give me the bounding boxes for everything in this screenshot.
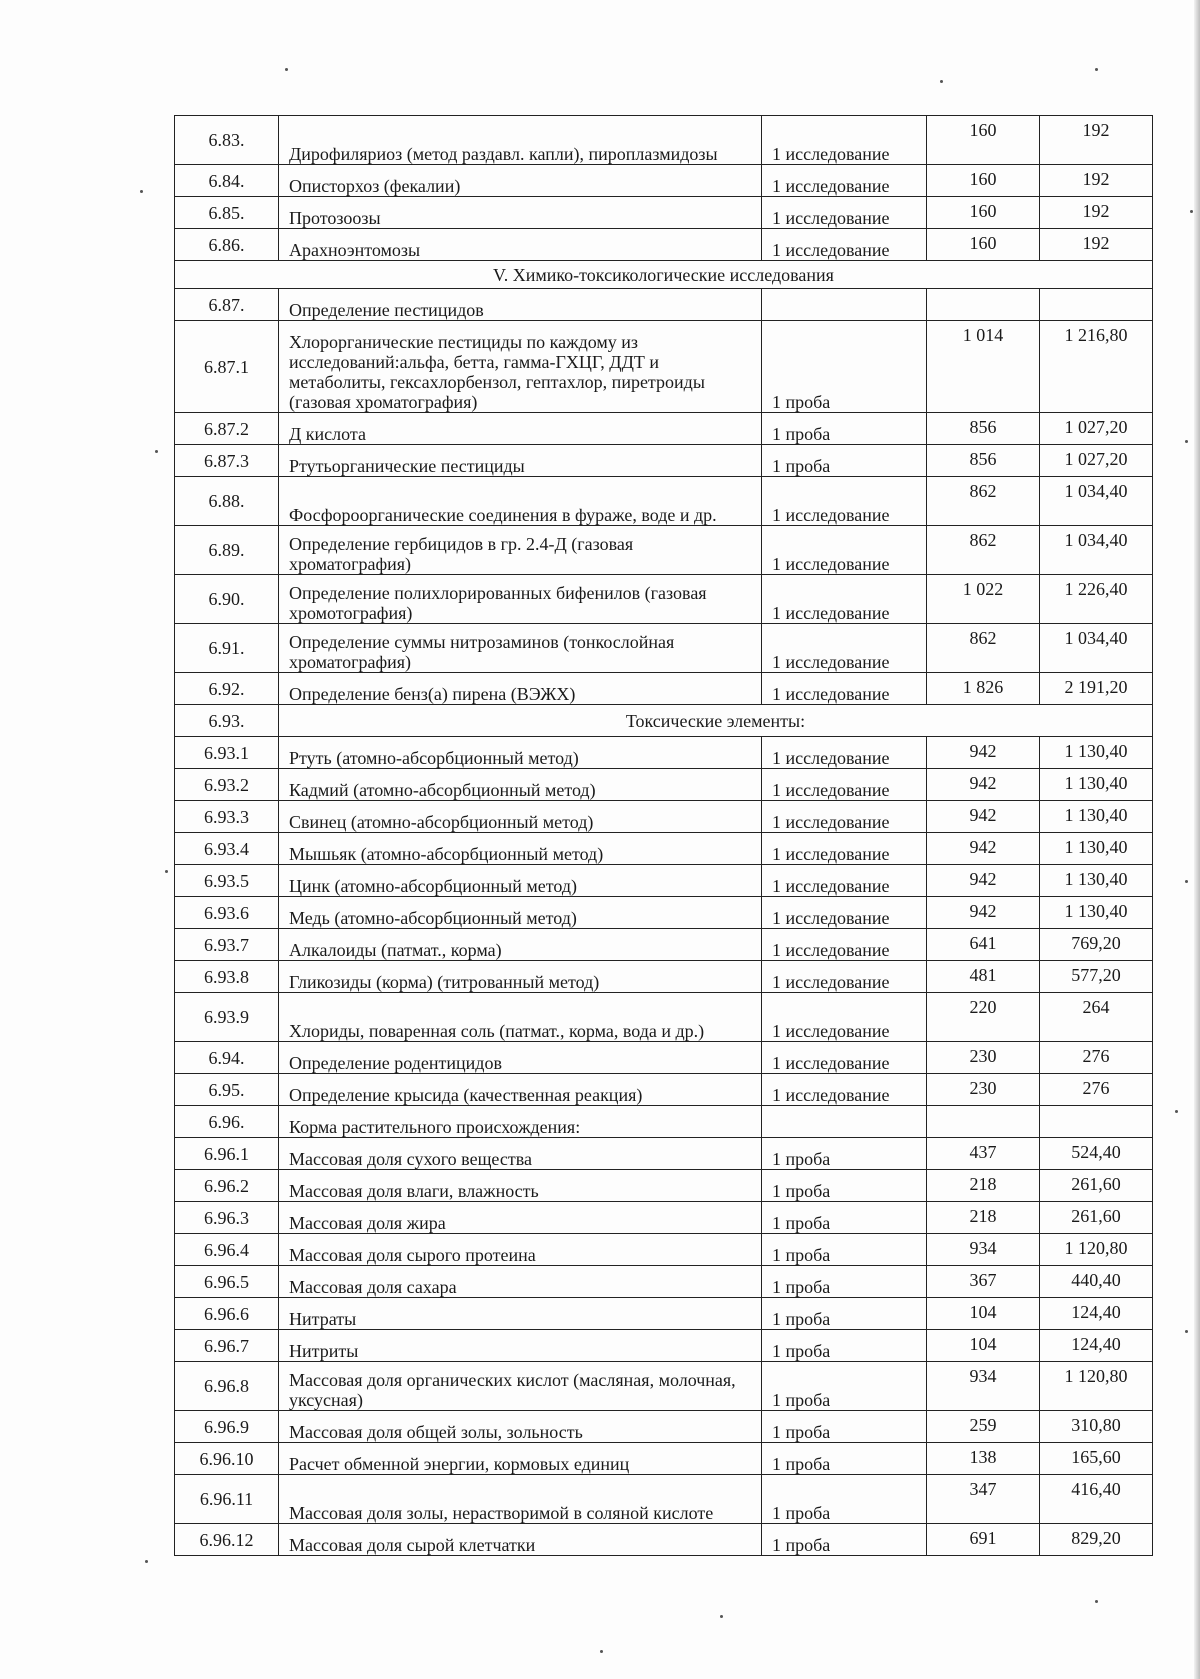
scan-speck (600, 1650, 603, 1653)
item-code: 6.90. (175, 575, 279, 624)
table-row (175, 1475, 1153, 1524)
price-with-vat: 124,40 (1040, 1298, 1153, 1330)
service-name: Хлориды, поваренная соль (патмат., корма, вода и др.) (279, 993, 762, 1042)
service-name: Массовая доля органических кислот (масляная, молочная, уксусная) (279, 1362, 762, 1411)
price-without-vat: 160 (927, 197, 1040, 229)
price-without-vat: 220 (927, 993, 1040, 1042)
service-name: Гликозиды (корма) (титрованный метод) (279, 961, 762, 993)
scan-speck (1095, 1600, 1098, 1603)
item-code: 6.96.4 (175, 1234, 279, 1266)
price-without-vat: 942 (927, 737, 1040, 769)
item-code: 6.96. (175, 1106, 279, 1138)
scan-speck (140, 190, 143, 193)
item-code: 6.94. (175, 1042, 279, 1074)
price-without-vat (927, 289, 1040, 321)
price-with-vat: 261,60 (1040, 1170, 1153, 1202)
service-name: Описторхоз (фекалии) (279, 165, 762, 197)
measure-unit: 1 исследование (762, 197, 927, 229)
measure-unit: 1 проба (762, 1330, 927, 1362)
table-row (175, 624, 1153, 673)
service-name: Медь (атомно-абсорбционный метод) (279, 897, 762, 929)
price-with-vat: 1 130,40 (1040, 897, 1153, 929)
service-name: Свинец (атомно-абсорбционный метод) (279, 801, 762, 833)
table-row (175, 1266, 1153, 1298)
subsection-title: Токсические элементы: (279, 705, 1153, 737)
table-row (175, 575, 1153, 624)
measure-unit: 1 исследование (762, 833, 927, 865)
price-without-vat: 691 (927, 1524, 1040, 1556)
price-without-vat: 856 (927, 445, 1040, 477)
price-without-vat: 104 (927, 1298, 1040, 1330)
item-code: 6.96.1 (175, 1138, 279, 1170)
table-row (175, 1234, 1153, 1266)
table-row (175, 1411, 1153, 1443)
measure-unit: 1 проба (762, 445, 927, 477)
measure-unit: 1 исследование (762, 673, 927, 705)
table-row (175, 1202, 1153, 1234)
price-without-vat: 160 (927, 229, 1040, 261)
service-name: Хлорорганические пестициды по каждому из исследований:альфа, бетта, гамма-ГХЦГ, ДДТ и метаболиты, гексахлорбензол, гептахлор, пиретроиды (газовая хроматография) (279, 321, 762, 413)
service-name: Ртутьорганические пестициды (279, 445, 762, 477)
page-edge-shadow (1194, 0, 1200, 1679)
price-without-vat: 942 (927, 897, 1040, 929)
table-row (175, 1330, 1153, 1362)
price-table-body (175, 116, 1153, 1556)
item-code: 6.93.8 (175, 961, 279, 993)
item-code: 6.95. (175, 1074, 279, 1106)
table-row (175, 865, 1153, 897)
price-without-vat: 160 (927, 116, 1040, 165)
price-with-vat: 1 226,40 (1040, 575, 1153, 624)
price-table (174, 115, 1153, 1556)
table-row (175, 1443, 1153, 1475)
measure-unit: 1 проба (762, 1411, 927, 1443)
table-row (175, 477, 1153, 526)
measure-unit: 1 исследование (762, 229, 927, 261)
measure-unit: 1 исследование (762, 865, 927, 897)
service-name: Массовая доля влаги, влажность (279, 1170, 762, 1202)
price-without-vat: 259 (927, 1411, 1040, 1443)
service-name: Д кислота (279, 413, 762, 445)
measure-unit: 1 исследование (762, 165, 927, 197)
price-without-vat: 942 (927, 865, 1040, 897)
section-header-row (175, 261, 1153, 289)
item-code: 6.96.8 (175, 1362, 279, 1411)
service-name: Ртуть (атомно-абсорбционный метод) (279, 737, 762, 769)
table-row (175, 1106, 1153, 1138)
table-row (175, 321, 1153, 413)
scan-speck (940, 80, 943, 83)
service-name: Корма растительного происхождения: (279, 1106, 762, 1138)
price-without-vat: 942 (927, 801, 1040, 833)
price-with-vat: 1 120,80 (1040, 1362, 1153, 1411)
price-with-vat: 1 130,40 (1040, 865, 1153, 897)
price-with-vat: 124,40 (1040, 1330, 1153, 1362)
price-without-vat: 934 (927, 1362, 1040, 1411)
table-row (175, 1138, 1153, 1170)
table-row (175, 165, 1153, 197)
service-name: Массовая доля общей золы, зольность (279, 1411, 762, 1443)
scan-speck (145, 1560, 148, 1563)
table-row (175, 673, 1153, 705)
price-without-vat (927, 1106, 1040, 1138)
price-with-vat: 416,40 (1040, 1475, 1153, 1524)
price-with-vat: 2 191,20 (1040, 673, 1153, 705)
scan-speck (155, 450, 158, 453)
service-name: Определение полихлорированных бифенилов (газовая хромотография) (279, 575, 762, 624)
item-code: 6.96.6 (175, 1298, 279, 1330)
table-row (175, 1074, 1153, 1106)
measure-unit: 1 проба (762, 1170, 927, 1202)
price-without-vat: 138 (927, 1443, 1040, 1475)
price-without-vat: 862 (927, 477, 1040, 526)
measure-unit: 1 исследование (762, 929, 927, 961)
item-code: 6.93.6 (175, 897, 279, 929)
price-with-vat: 192 (1040, 197, 1153, 229)
measure-unit: 1 исследование (762, 801, 927, 833)
table-row (175, 769, 1153, 801)
price-with-vat: 1 034,40 (1040, 526, 1153, 575)
service-name: Мышьяк (атомно-абсорбционный метод) (279, 833, 762, 865)
price-with-vat: 1 130,40 (1040, 801, 1153, 833)
measure-unit: 1 исследование (762, 477, 927, 526)
measure-unit: 1 исследование (762, 737, 927, 769)
table-row (175, 1170, 1153, 1202)
table-row (175, 229, 1153, 261)
item-code: 6.96.11 (175, 1475, 279, 1524)
item-code: 6.84. (175, 165, 279, 197)
measure-unit (762, 289, 927, 321)
scan-speck (1185, 880, 1188, 883)
price-with-vat: 1 027,20 (1040, 413, 1153, 445)
measure-unit: 1 проба (762, 1524, 927, 1556)
subsection-header-row (175, 705, 1153, 737)
service-name: Определение родентицидов (279, 1042, 762, 1074)
measure-unit: 1 проба (762, 1266, 927, 1298)
item-code: 6.87.3 (175, 445, 279, 477)
price-with-vat: 577,20 (1040, 961, 1153, 993)
service-name: Дирофиляриоз (метод раздавл. капли), пироплазмидозы (279, 116, 762, 165)
item-code: 6.93.2 (175, 769, 279, 801)
item-code: 6.93.1 (175, 737, 279, 769)
scan-speck (1175, 1110, 1178, 1113)
item-code: 6.91. (175, 624, 279, 673)
price-without-vat: 1 022 (927, 575, 1040, 624)
scan-speck (1185, 440, 1188, 443)
price-with-vat: 276 (1040, 1074, 1153, 1106)
table-row (175, 116, 1153, 165)
item-code: 6.88. (175, 477, 279, 526)
item-code: 6.93.7 (175, 929, 279, 961)
table-row (175, 289, 1153, 321)
price-without-vat: 230 (927, 1042, 1040, 1074)
price-with-vat: 1 130,40 (1040, 833, 1153, 865)
item-code: 6.92. (175, 673, 279, 705)
service-name: Протозоозы (279, 197, 762, 229)
service-name: Нитраты (279, 1298, 762, 1330)
measure-unit: 1 проба (762, 1298, 927, 1330)
scan-speck (165, 870, 168, 873)
measure-unit: 1 исследование (762, 1042, 927, 1074)
table-row (175, 833, 1153, 865)
table-row (175, 526, 1153, 575)
measure-unit (762, 1106, 927, 1138)
item-code: 6.87.2 (175, 413, 279, 445)
scan-speck (1190, 210, 1193, 213)
scan-speck (720, 1615, 723, 1618)
item-code: 6.96.12 (175, 1524, 279, 1556)
service-name: Массовая доля сырой клетчатки (279, 1524, 762, 1556)
price-with-vat: 440,40 (1040, 1266, 1153, 1298)
service-name: Определение крысида (качественная реакция) (279, 1074, 762, 1106)
price-without-vat: 481 (927, 961, 1040, 993)
service-name: Фосфороорганические соединения в фураже, воде и др. (279, 477, 762, 526)
service-name: Цинк (атомно-абсорбционный метод) (279, 865, 762, 897)
price-without-vat: 437 (927, 1138, 1040, 1170)
table-row (175, 1362, 1153, 1411)
item-code: 6.86. (175, 229, 279, 261)
measure-unit: 1 исследование (762, 769, 927, 801)
item-code: 6.96.5 (175, 1266, 279, 1298)
item-code: 6.96.10 (175, 1443, 279, 1475)
service-name: Массовая доля сахара (279, 1266, 762, 1298)
price-with-vat: 192 (1040, 116, 1153, 165)
measure-unit: 1 исследование (762, 526, 927, 575)
price-with-vat: 1 130,40 (1040, 769, 1153, 801)
price-without-vat: 347 (927, 1475, 1040, 1524)
measure-unit: 1 исследование (762, 961, 927, 993)
price-with-vat: 276 (1040, 1042, 1153, 1074)
service-name: Массовая доля сырого протеина (279, 1234, 762, 1266)
price-without-vat: 862 (927, 526, 1040, 575)
item-code: 6.83. (175, 116, 279, 165)
service-name: Нитриты (279, 1330, 762, 1362)
item-code: 6.93.4 (175, 833, 279, 865)
service-name: Арахноэнтомозы (279, 229, 762, 261)
price-with-vat: 261,60 (1040, 1202, 1153, 1234)
price-with-vat: 1 027,20 (1040, 445, 1153, 477)
measure-unit: 1 проба (762, 1138, 927, 1170)
service-name: Определение гербицидов в гр. 2.4-Д (газовая хроматография) (279, 526, 762, 575)
price-with-vat: 524,40 (1040, 1138, 1153, 1170)
price-with-vat: 192 (1040, 165, 1153, 197)
item-code: 6.87.1 (175, 321, 279, 413)
price-without-vat: 934 (927, 1234, 1040, 1266)
price-without-vat: 104 (927, 1330, 1040, 1362)
price-without-vat: 160 (927, 165, 1040, 197)
price-with-vat: 1 120,80 (1040, 1234, 1153, 1266)
measure-unit: 1 исследование (762, 575, 927, 624)
measure-unit: 1 проба (762, 1475, 927, 1524)
measure-unit: 1 проба (762, 1443, 927, 1475)
price-without-vat: 230 (927, 1074, 1040, 1106)
table-row (175, 413, 1153, 445)
table-row (175, 445, 1153, 477)
price-with-vat: 310,80 (1040, 1411, 1153, 1443)
table-row (175, 929, 1153, 961)
price-with-vat: 1 216,80 (1040, 321, 1153, 413)
item-code: 6.96.7 (175, 1330, 279, 1362)
table-row (175, 801, 1153, 833)
service-name: Массовая доля жира (279, 1202, 762, 1234)
item-code: 6.89. (175, 526, 279, 575)
item-code: 6.93. (175, 705, 279, 737)
table-row (175, 1042, 1153, 1074)
service-name: Массовая доля сухого вещества (279, 1138, 762, 1170)
service-name: Массовая доля золы, нерастворимой в соляной кислоте (279, 1475, 762, 1524)
table-row (175, 1524, 1153, 1556)
item-code: 6.96.9 (175, 1411, 279, 1443)
measure-unit: 1 проба (762, 1234, 927, 1266)
price-without-vat: 1 014 (927, 321, 1040, 413)
table-row (175, 737, 1153, 769)
service-name: Кадмий (атомно-абсорбционный метод) (279, 769, 762, 801)
price-without-vat: 218 (927, 1202, 1040, 1234)
scan-speck (1185, 1330, 1188, 1333)
price-with-vat: 1 130,40 (1040, 737, 1153, 769)
item-code: 6.96.2 (175, 1170, 279, 1202)
table-row (175, 1298, 1153, 1330)
price-with-vat: 165,60 (1040, 1443, 1153, 1475)
price-with-vat: 1 034,40 (1040, 477, 1153, 526)
measure-unit: 1 проба (762, 321, 927, 413)
price-with-vat: 192 (1040, 229, 1153, 261)
price-without-vat: 218 (927, 1170, 1040, 1202)
price-without-vat: 641 (927, 929, 1040, 961)
section-title: V. Химико-токсикологические исследования (175, 261, 1153, 289)
service-name: Определение суммы нитрозаминов (тонкослойная хроматография) (279, 624, 762, 673)
measure-unit: 1 исследование (762, 1074, 927, 1106)
scan-speck (1095, 68, 1098, 71)
table-row (175, 993, 1153, 1042)
measure-unit: 1 исследование (762, 993, 927, 1042)
table-row (175, 197, 1153, 229)
table-row (175, 897, 1153, 929)
measure-unit: 1 проба (762, 1362, 927, 1411)
item-code: 6.96.3 (175, 1202, 279, 1234)
item-code: 6.87. (175, 289, 279, 321)
price-with-vat: 829,20 (1040, 1524, 1153, 1556)
service-name: Алкалоиды (патмат., корма) (279, 929, 762, 961)
price-without-vat: 942 (927, 769, 1040, 801)
measure-unit: 1 исследование (762, 116, 927, 165)
scan-speck (285, 68, 288, 71)
price-without-vat: 942 (927, 833, 1040, 865)
service-name: Расчет обменной энергии, кормовых единиц (279, 1443, 762, 1475)
price-with-vat: 1 034,40 (1040, 624, 1153, 673)
service-name: Определение бенз(а) пирена (ВЭЖХ) (279, 673, 762, 705)
price-with-vat: 264 (1040, 993, 1153, 1042)
measure-unit: 1 исследование (762, 624, 927, 673)
price-without-vat: 862 (927, 624, 1040, 673)
price-without-vat: 1 826 (927, 673, 1040, 705)
price-with-vat (1040, 1106, 1153, 1138)
item-code: 6.85. (175, 197, 279, 229)
price-without-vat: 856 (927, 413, 1040, 445)
item-code: 6.93.3 (175, 801, 279, 833)
measure-unit: 1 исследование (762, 897, 927, 929)
table-row (175, 961, 1153, 993)
price-with-vat (1040, 289, 1153, 321)
measure-unit: 1 проба (762, 413, 927, 445)
item-code: 6.93.9 (175, 993, 279, 1042)
service-name: Определение пестицидов (279, 289, 762, 321)
price-with-vat: 769,20 (1040, 929, 1153, 961)
price-without-vat: 367 (927, 1266, 1040, 1298)
measure-unit: 1 проба (762, 1202, 927, 1234)
item-code: 6.93.5 (175, 865, 279, 897)
